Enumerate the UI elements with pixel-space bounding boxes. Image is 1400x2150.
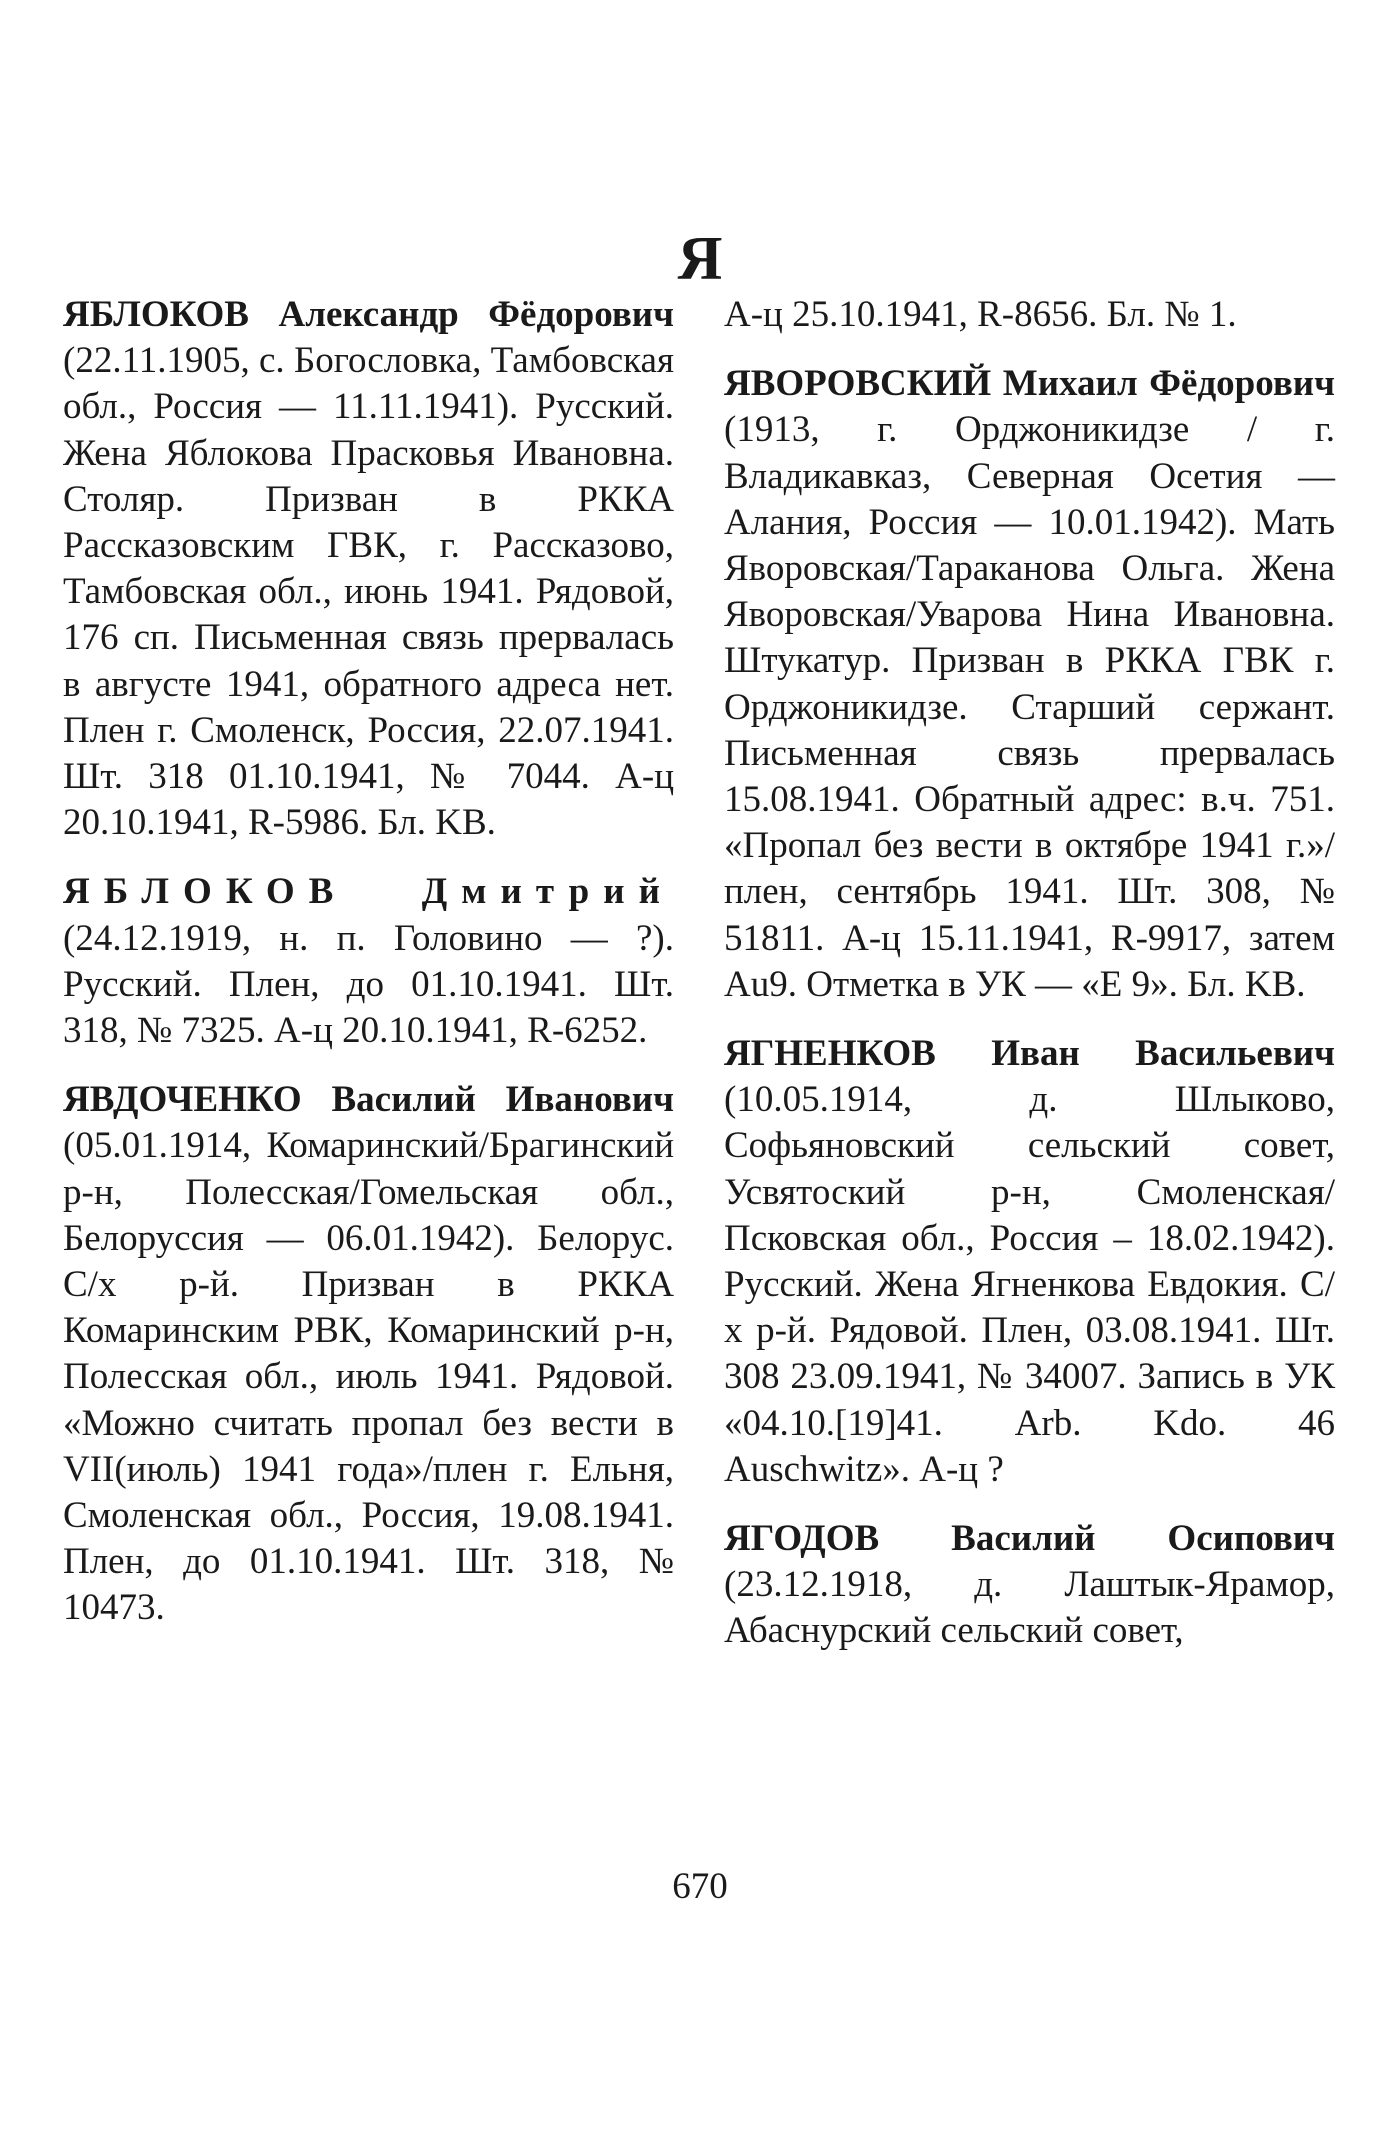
entry-continuation (724, 292, 1335, 338)
entry-text: (1913, г. Орджоникидзе / г. Владикавказ, Северная Осетия — Алания, Россия — 10.01.1942). Мать Яворовская/Тараканова Ольга. Жена Яворовская/Уварова Нина Ивановна. Штукатур. Призван в РККА ГВК г. Орджоникидзе. Старший сержант. Письменная связь прервалась 15.08.1941. Обратный адрес: в.ч. 751. «Пропал без вести в октябре 1941 г.»/плен, сентябрь 1941. Шт. 308, № 51811. А-ц 15.11.1941, R-9917, затем Au9. Отметка в УК — «Е 9». Бл. KB. (724, 409, 1335, 1005)
left-column (63, 292, 674, 1655)
entry (63, 1077, 674, 1631)
right-column (724, 292, 1335, 1678)
entry-text: А-ц 25.10.1941, R-8656. Бл. № 1. (724, 294, 1237, 335)
entry-text: (24.12.1919, н. п. Головино — ?). Русский. Плен, до 01.10.1941. Шт. 318, № 7325. А-ц 20.10.1941, R-6252. (63, 917, 674, 1052)
section-letter: Я (677, 225, 723, 293)
entry-name: ЯГОДОВ Василий Осипович (724, 1518, 1335, 1560)
entry-text: (10.05.1914, д. Шлыково, Софьяновский сельский совет, Усвятоский р-н, Смоленская/Псковская обл., Россия – 18.02.1942). Русский. Жена Ягненкова Евдокия. С/х р-й. Рядовой. Плен, 03.08.1941. Шт. 308 23.09.1941, № 34007. Запись в УК «04.10.[19]41. Arb. Kdo. 46 Auschwitz». А-ц ? (724, 1079, 1335, 1490)
entry (724, 1516, 1335, 1655)
entry-name: ЯБЛОКОВ Александр Фёдорович (63, 294, 674, 335)
entry (724, 361, 1335, 1008)
entry (724, 1031, 1335, 1493)
entry (63, 869, 674, 1054)
entry (63, 292, 674, 846)
entry-text: (05.01.1914, Комаринский/Брагинский р-н, Полесская/Гомельская обл., Белоруссия — 06.01.1942). Белорус. С/х р-й. Призван в РККА Комаринским РВК, Комаринский р-н, Полесская обл., июль 1941. Рядовой. «Можно считать пропал без вести в VII(июль) 1941 года»/плен г. Ельня, Смоленская обл., Россия, 19.08.1941. Плен, до 01.10.1941. Шт. 318, № 10473. (63, 1125, 674, 1629)
entry-text: (22.11.1905, с. Богословка, Тамбовская обл., Россия — 11.11.1941). Русский. Жена Яблокова Прасковья Ивановна. Столяр. Призван в РККА Рассказовским ГВК, г. Рассказово, Тамбовская обл., июнь 1941. Рядовой, 176 сп. Письменная связь прервалась в августе 1941, обратного адреса нет. Плен г. Смоленск, Россия, 22.07.1941. Шт. 318 01.10.1941, № 7044. А-ц 20.10.1941, R-5986. Бл. KB. (63, 340, 674, 844)
entry-name: ЯВДОЧЕНКО Василий Иванович (63, 1079, 674, 1121)
entry-name: ЯВОРОВСКИЙ Михаил Фёдорович (724, 363, 1335, 405)
entry-text: (23.12.1918, д. Лаштык-Ярамор, Абаснурский сельский совет, (724, 1564, 1335, 1652)
entry-name: ЯБЛОКОВ Дмитрий (63, 871, 674, 913)
entry-name: ЯГНЕНКОВ Иван Васильевич (724, 1033, 1335, 1075)
page-number: 670 (672, 1866, 728, 1907)
